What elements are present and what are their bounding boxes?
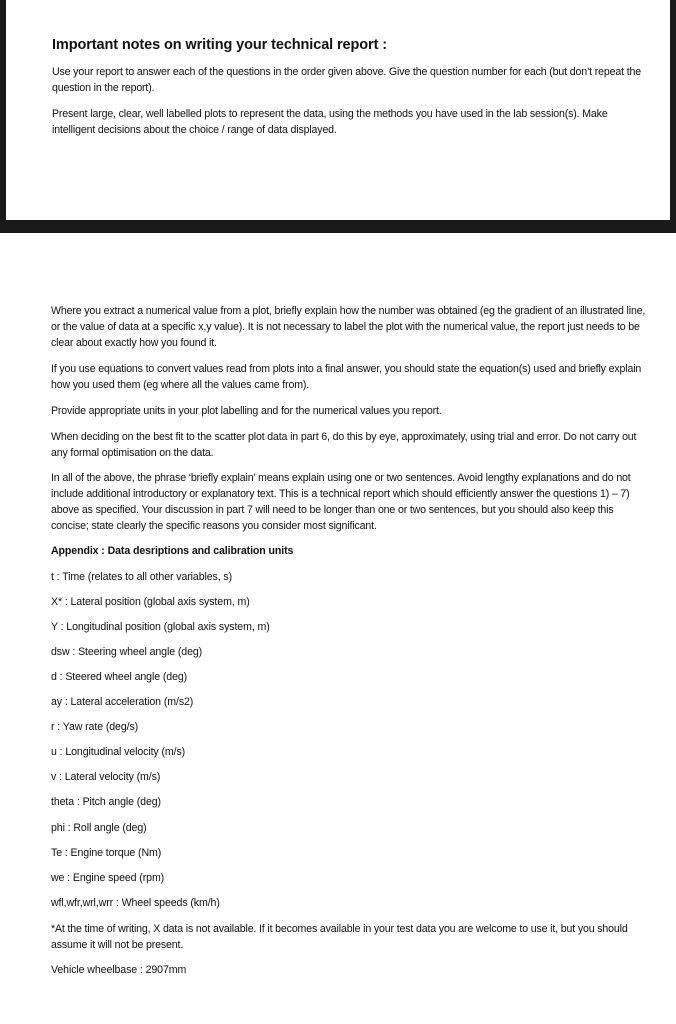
notes-paragraph-briefly: In all of the above, the phrase ‘briefly explain’ means explain using one or two sentences. Avoid lengthy explanations and do not include additional introductory or explanatory text. This is a technical report which should efficiently answer the questions 1) – 7) above as specified. Your discussion in part 7 will need to be longer than one or two sentences, but you should also keep this concise; state clearly the specific reasons you consider most significant. <box>51 472 631 532</box>
appendix-heading: Appendix : Data desriptions and calibration units <box>51 545 294 557</box>
vehicle-wheelbase: Vehicle wheelbase : 2907mm <box>51 964 187 976</box>
variable-definition: Te : Engine torque (Nm) <box>51 847 162 859</box>
notes-paragraph-extract: Where you extract a numerical value from a plot, briefly explain how the number was obtained (eg the gradient of an illustrated line, or the value of data at a specific x,y value). It is not necessary to label the plot with the numerical value, the report just needs to be clear about exactly how you found it. <box>51 305 646 349</box>
variable-definition: dsw : Steering wheel angle (deg) <box>51 646 203 658</box>
notes-paragraph-plots: Present large, clear, well labelled plots to represent the data, using the methods you have used in the lab session(s). Make intelligent decisions about the choice / range of data displayed. <box>52 108 608 136</box>
variable-definition: phi : Roll angle (deg) <box>51 822 147 834</box>
report-notes-heading: Important notes on writing your technical report : <box>52 37 387 53</box>
footnote-x-data: *At the time of writing, X data is not available. If it becomes available in your test data you are welcome to use it, but you should assume it will not be present. <box>51 923 628 951</box>
notes-paragraph-units: Provide appropriate units in your plot labelling and for the numerical values you report. <box>51 405 442 417</box>
variable-definition: d : Steered wheel angle (deg) <box>51 671 188 683</box>
notes-paragraph-equations: If you use equations to convert values read from plots into a final answer, you should state the equation(s) used and briefly explain how you used them (eg where all the values came from). <box>51 363 642 391</box>
variable-definition: r : Yaw rate (deg/s) <box>51 721 139 733</box>
variable-definition: Y : Longitudinal position (global axis system, m) <box>51 621 270 633</box>
variable-definition: X* : Lateral position (global axis system, m) <box>51 596 250 608</box>
variable-definition: u : Longitudinal velocity (m/s) <box>51 746 186 758</box>
document-page-bottom <box>0 233 676 1024</box>
variable-definition: v : Lateral velocity (m/s) <box>51 771 161 783</box>
variable-definition: we : Engine speed (rpm) <box>51 872 165 884</box>
variable-definition: wfl,wfr,wrl,wrr : Wheel speeds (km/h) <box>51 897 220 909</box>
notes-paragraph-bestfit: When deciding on the best fit to the scatter plot data in part 6, do this by eye, approximately, using trial and error. Do not carry out any formal optimisation on the data. <box>51 431 637 459</box>
variable-definition: theta : Pitch angle (deg) <box>51 796 161 808</box>
variable-definition: ay : Lateral acceleration (m/s2) <box>51 696 194 708</box>
variable-definition: t : Time (relates to all other variables, s) <box>51 571 233 583</box>
notes-paragraph-order: Use your report to answer each of the questions in the order given above. Give the question number for each (but don’t repeat the question in the report). <box>52 66 641 94</box>
document-page-top <box>6 0 670 220</box>
